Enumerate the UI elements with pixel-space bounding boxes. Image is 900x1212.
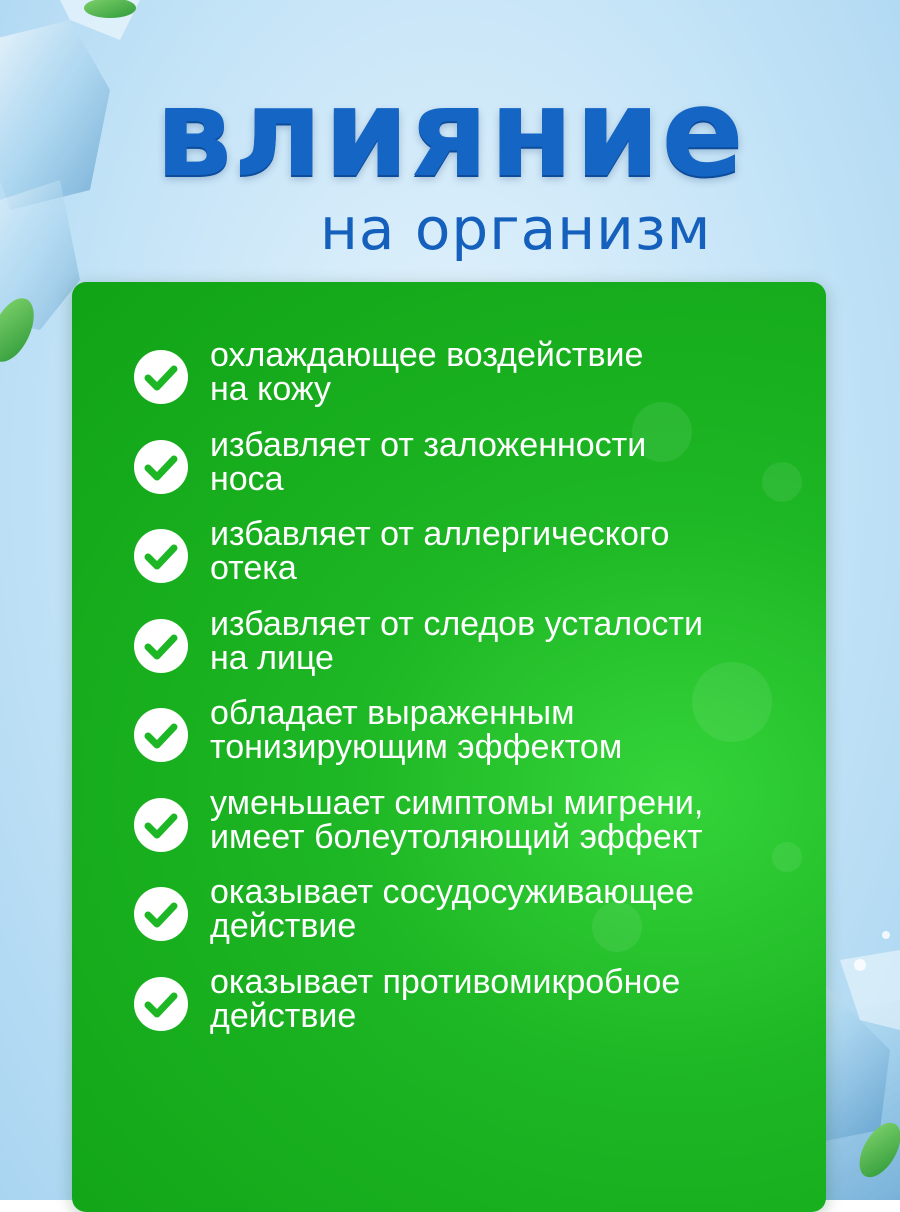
benefit-line: действие [210,996,357,1035]
check-circle-icon [134,350,188,404]
benefits-panel [72,282,826,1212]
benefit-line: оказывает противомикробное [210,962,681,1001]
benefit-line: обладает выраженным [210,694,575,732]
benefit-text [210,875,780,943]
benefit-line: тонизирующим эффектом [210,728,623,766]
benefit-item [134,783,774,866]
benefit-line: отека [210,549,297,587]
benefit-line: охлаждающее воздействие [210,336,644,374]
benefit-line: на лице [210,638,334,677]
benefit-line: избавляет от аллергического [210,515,670,553]
benefit-line: оказывает сосудосуживающее [210,873,695,911]
benefit-item [134,604,774,687]
check-circle-icon [134,708,188,762]
benefit-text [210,696,780,764]
benefit-line: избавляет от следов усталости [210,604,703,643]
benefit-line: имеет болеутоляющий эффект [210,817,703,856]
benefit-item [134,962,774,1045]
benefit-text [210,783,780,856]
benefit-item [134,425,774,508]
benefit-text [210,338,780,406]
check-circle-icon [134,887,188,941]
benefit-item [134,517,774,597]
benefit-text [210,962,780,1035]
page-subtitle: на организм [320,195,712,263]
benefit-item [134,696,774,776]
benefit-item [134,875,774,955]
benefit-text [210,604,780,677]
benefit-line: на кожу [210,370,332,408]
benefit-line: избавляет от заложенности [210,425,647,464]
check-circle-icon [134,977,188,1031]
benefit-text [210,517,780,585]
benefit-item [134,338,774,418]
check-circle-icon [134,440,188,494]
check-circle-icon [134,619,188,673]
benefit-text [210,425,780,498]
benefit-line: действие [210,907,357,945]
benefit-line: носа [210,459,284,498]
page-title: влияние [155,62,745,204]
check-circle-icon [134,529,188,583]
benefit-line: уменьшает симптомы мигрени, [210,783,704,822]
check-circle-icon [134,798,188,852]
